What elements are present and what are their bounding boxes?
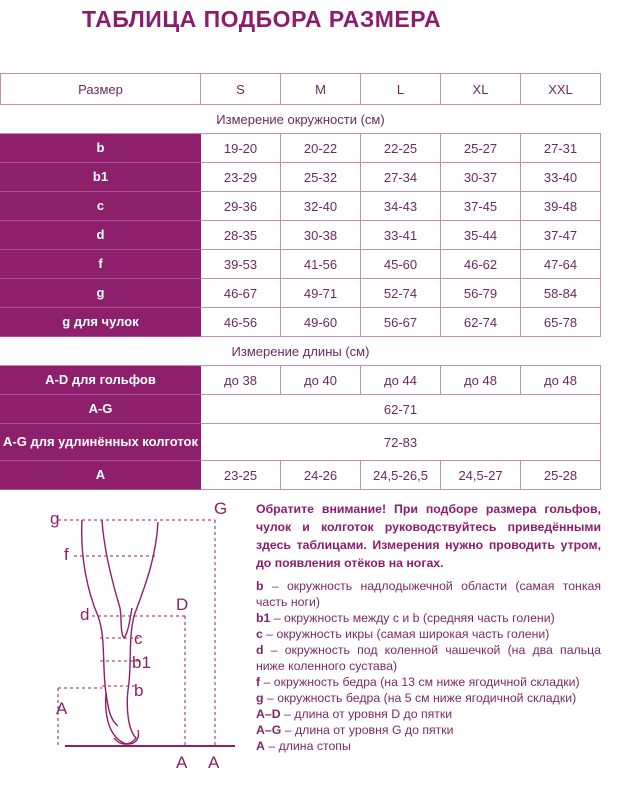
label-b: b [134, 681, 144, 700]
table-row [1, 424, 601, 461]
legend-item [256, 674, 601, 690]
label-a-bottom-1: A [176, 753, 188, 772]
length-section-title: Измерение длины (см) [1, 337, 601, 366]
table-cell: 33-40 [521, 163, 601, 192]
row-label: f [1, 250, 201, 279]
table-cell-merged: 72-83 [201, 424, 601, 461]
table-row [1, 279, 601, 308]
table-cell: 23-29 [201, 163, 281, 192]
legend-key: A [256, 739, 265, 753]
foot-outline [106, 693, 139, 744]
legend-text: – окружность надлодыжечной области (самая тонкая часть ноги) [256, 579, 601, 609]
table-cell: 29-36 [201, 192, 281, 221]
row-label: g [1, 279, 201, 308]
table-cell: 19-20 [201, 134, 281, 163]
table-cell: 46-56 [201, 308, 281, 337]
legend-text: – окружность икры (самая широкая часть голени) [262, 627, 550, 641]
table-cell: 25-32 [281, 163, 361, 192]
legend-key: A–G [256, 723, 282, 737]
circumference-section-title: Измерение окружности (см) [1, 105, 601, 134]
row-label: b [1, 134, 201, 163]
legend-item [256, 722, 601, 738]
table-cell: 37-45 [441, 192, 521, 221]
legend-item [256, 642, 601, 674]
table-cell: 32-40 [281, 192, 361, 221]
table-cell: 25-28 [521, 461, 601, 490]
row-label: c [1, 192, 201, 221]
label-D: D [176, 595, 189, 614]
table-cell: до 48 [521, 366, 601, 395]
legend-item [256, 610, 601, 626]
table-cell: 37-47 [521, 221, 601, 250]
legend-key: A–D [256, 707, 281, 721]
table-row [1, 163, 601, 192]
size-header: M [281, 74, 361, 105]
table-cell: 24,5-27 [441, 461, 521, 490]
table-cell: 47-64 [521, 250, 601, 279]
table-cell: 45-60 [361, 250, 441, 279]
size-header: XXL [521, 74, 601, 105]
table-cell: 22-25 [361, 134, 441, 163]
table-row [1, 461, 601, 490]
legend-text: – длина от уровня G до пятки [281, 723, 454, 737]
table-row [1, 250, 601, 279]
row-label: b1 [1, 163, 201, 192]
legend-item [256, 578, 601, 610]
table-cell: 49-71 [281, 279, 361, 308]
legend-key: g [256, 691, 264, 705]
row-label: A-G [1, 395, 201, 424]
table-cell: 46-67 [201, 279, 281, 308]
label-f: f [64, 545, 69, 564]
legend-text: – окружность между c и b (средняя часть голени) [270, 611, 555, 625]
table-cell: 24,5-26,5 [361, 461, 441, 490]
row-label: A [1, 461, 201, 490]
table-cell: 62-74 [441, 308, 521, 337]
table-row [1, 134, 601, 163]
leg-outline-inner [102, 520, 132, 638]
leg-diagram [40, 498, 245, 778]
label-b1: b1 [132, 653, 151, 672]
page-title: ТАБЛИЦА ПОДБОРА РАЗМЕРА [82, 6, 442, 32]
table-cell: 39-48 [521, 192, 601, 221]
table-cell: 41-56 [281, 250, 361, 279]
table-cell: 27-31 [521, 134, 601, 163]
table-cell: 30-38 [281, 221, 361, 250]
legend-key: b1 [256, 611, 271, 625]
table-row [1, 395, 601, 424]
row-label: A-G для удлинённых колготок [1, 424, 201, 461]
table-cell: 52-74 [361, 279, 441, 308]
table-cell: 23-25 [201, 461, 281, 490]
legend-item [256, 690, 601, 706]
label-g: g [50, 509, 60, 528]
legend-key: d [256, 643, 264, 657]
table-cell: 34-43 [361, 192, 441, 221]
size-label: Размер [1, 74, 201, 105]
legend-item [256, 626, 601, 642]
table-cell: до 38 [201, 366, 281, 395]
table-cell: 65-78 [521, 308, 601, 337]
label-G: G [214, 499, 228, 518]
table-row [1, 366, 601, 395]
table-cell: 49-60 [281, 308, 361, 337]
table-header-row [1, 74, 601, 105]
table-cell: 30-37 [441, 163, 521, 192]
size-header: XL [441, 74, 521, 105]
legend-list [256, 578, 601, 754]
size-header: S [201, 74, 281, 105]
table-row [1, 192, 601, 221]
legend-text: – окружность бедра (на 5 см ниже ягодичной складки) [263, 691, 577, 705]
size-header: L [361, 74, 441, 105]
legend-text: – длина от уровня D до пятки [280, 707, 453, 721]
legend-key: c [256, 627, 263, 641]
label-d: d [80, 605, 90, 624]
legend-item [256, 706, 601, 722]
table-cell: 28-35 [201, 221, 281, 250]
label-c: c [134, 629, 143, 648]
label-a-left: A [56, 699, 68, 718]
legend-key: b [256, 579, 264, 593]
notes [256, 500, 601, 754]
table-cell: 56-79 [441, 279, 521, 308]
legend-item [256, 738, 601, 754]
attention-note: Обратите внимание! При подборе размера гольфов, чулок и колготок руководствуйтесь приведёнными здесь таблицами. Измерения нужно проводить утром, до появления отёков на ногах. [256, 502, 601, 570]
length-section [1, 337, 601, 366]
table-cell: 24-26 [281, 461, 361, 490]
legend-text: – длина стопы [264, 739, 351, 753]
table-cell: 56-67 [361, 308, 441, 337]
table-cell: 39-53 [201, 250, 281, 279]
table-cell: до 48 [441, 366, 521, 395]
row-label: g для чулок [1, 308, 201, 337]
label-a-bottom-2: A [208, 753, 220, 772]
legend-text: – окружность под коленной чашечкой (на два пальца ниже коленного сустава) [256, 643, 601, 673]
table-cell: 35-44 [441, 221, 521, 250]
circumference-section [1, 105, 601, 134]
size-table [0, 73, 601, 490]
table-cell: до 44 [361, 366, 441, 395]
table-cell: 46-62 [441, 250, 521, 279]
table-row [1, 221, 601, 250]
table-cell: 58-84 [521, 279, 601, 308]
table-row [1, 308, 601, 337]
table-cell: 20-22 [281, 134, 361, 163]
table-cell: 27-34 [361, 163, 441, 192]
legend-text: – окружность бедра (на 13 см ниже ягодичной складки) [260, 675, 580, 689]
table-cell-merged: 62-71 [201, 395, 601, 424]
row-label: A-D для гольфов [1, 366, 201, 395]
table-cell: 25-27 [441, 134, 521, 163]
legend-key: f [256, 675, 261, 689]
row-label: d [1, 221, 201, 250]
table-cell: 33-41 [361, 221, 441, 250]
table-cell: до 40 [281, 366, 361, 395]
